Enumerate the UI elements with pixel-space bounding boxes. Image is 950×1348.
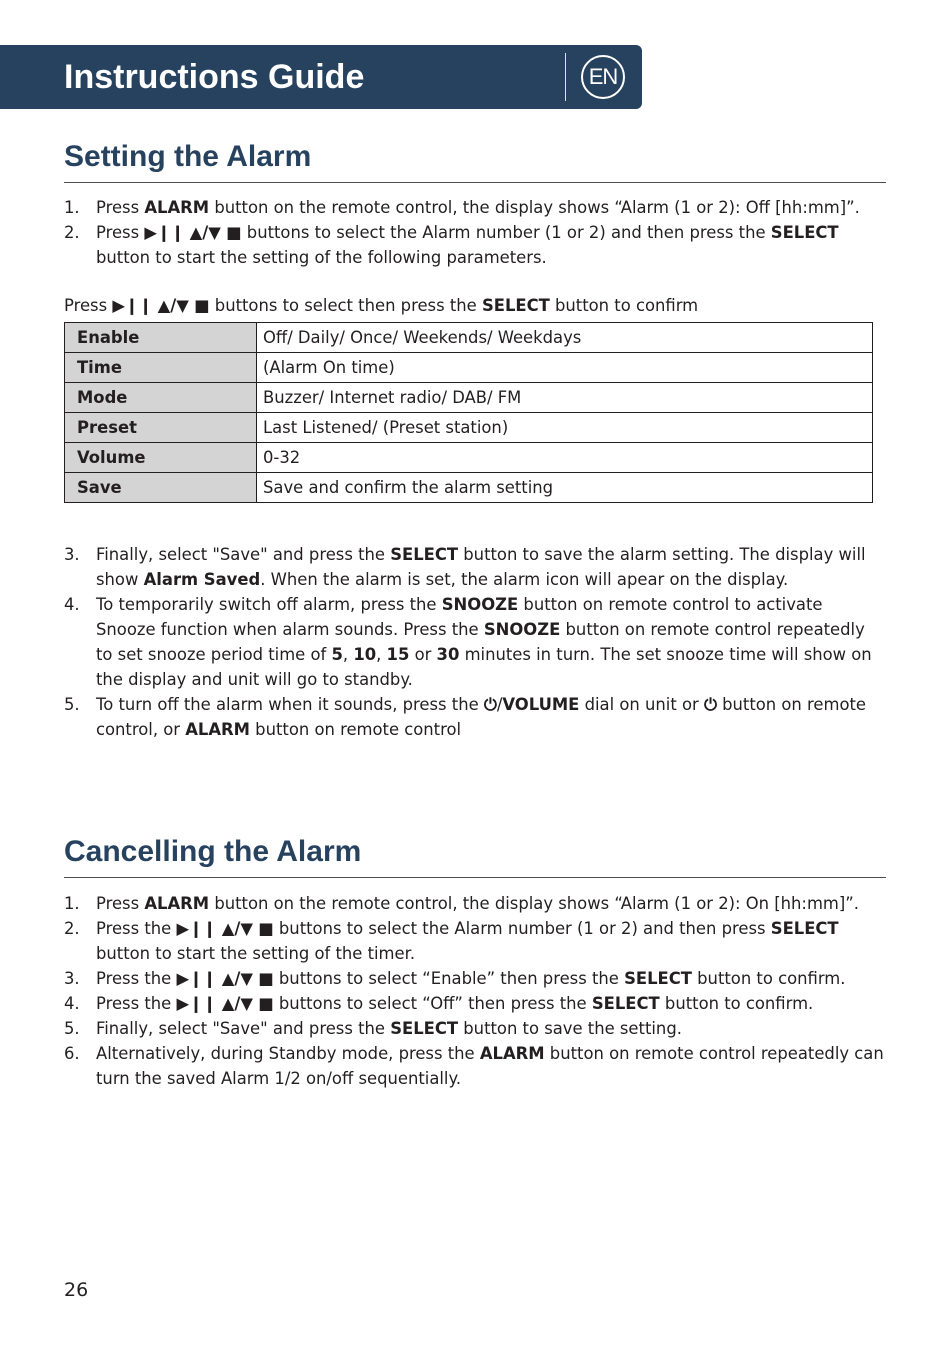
- alarm-key-label: ALARM: [479, 1044, 545, 1063]
- step-text: To turn off the alarm when it sounds, press the: [96, 695, 484, 714]
- alarm-saved-label: Alarm Saved: [143, 570, 261, 589]
- power-icon: ⏻: [483, 695, 497, 714]
- list-item: [64, 966, 886, 991]
- list-item: [64, 542, 886, 592]
- step-number: 2.: [64, 223, 80, 242]
- page-title: Instructions Guide: [64, 58, 365, 96]
- step-text: Press the: [96, 994, 177, 1013]
- parameter-name: Preset: [65, 413, 257, 443]
- table-row: [65, 383, 873, 413]
- section-heading-setting-alarm: Setting the Alarm: [64, 140, 312, 173]
- section-heading-cancelling-alarm: Cancelling the Alarm: [64, 835, 362, 868]
- step-text: buttons to select “Enable” then press the: [273, 969, 625, 988]
- step-text: Press: [96, 198, 145, 217]
- step-text: button to save the alarm setting. The display will show: [96, 545, 866, 589]
- step-text: button to confirm.: [659, 994, 814, 1013]
- play-pause-icon: ▶❙❙: [176, 994, 217, 1013]
- step-text: Press the: [96, 919, 177, 938]
- list-item: [64, 1041, 886, 1091]
- section-divider: [64, 182, 886, 183]
- step-text: button to save the setting.: [458, 1019, 682, 1038]
- section-divider: [64, 877, 886, 878]
- parameter-name: Mode: [65, 383, 257, 413]
- list-item: [64, 1016, 886, 1041]
- step-number: 4.: [64, 595, 80, 614]
- alarm-key-label: ALARM: [185, 720, 250, 739]
- setting-steps-list: [64, 195, 886, 270]
- snooze-key-label: SNOOZE: [441, 595, 519, 614]
- snooze-value: 5: [331, 645, 343, 664]
- select-key-label: SELECT: [591, 994, 660, 1013]
- volume-key-label: VOLUME: [502, 695, 580, 714]
- parameter-name: Enable: [65, 323, 257, 353]
- parameter-value: Buzzer/ Internet radio/ DAB/ FM: [257, 383, 873, 413]
- list-item: [64, 916, 886, 966]
- step-text: Press: [96, 894, 145, 913]
- header-banner: [0, 45, 642, 109]
- play-pause-icon: ▶❙❙: [112, 296, 153, 315]
- step-text: minutes in turn. The set snooze time will show on the display and unit will go to standby.: [96, 645, 872, 689]
- intro-text: Press: [64, 296, 113, 315]
- parameter-value: 0-32: [257, 443, 873, 473]
- parameter-name: Time: [65, 353, 257, 383]
- table-intro: [64, 293, 698, 318]
- snooze-value: 15: [386, 645, 410, 664]
- intro-text: button to confirm: [549, 296, 699, 315]
- parameter-value: Last Listened/ (Preset station): [257, 413, 873, 443]
- step-text: button on the remote control, the display shows “Alarm (1 or 2): On [hh:mm]”.: [209, 894, 859, 913]
- select-key-label: SELECT: [624, 969, 692, 988]
- select-key-label: SELECT: [390, 1019, 459, 1038]
- step-number: 1.: [64, 198, 80, 217]
- step-number: 5.: [64, 1019, 80, 1038]
- step-text: button on remote control repeatedly to set snooze period time of: [96, 620, 865, 664]
- step-text: /: [496, 695, 503, 714]
- step-text: button to start the setting of the timer.: [96, 944, 416, 963]
- step-number: 6.: [64, 1044, 80, 1063]
- list-item: [64, 991, 886, 1016]
- snooze-value: 30: [436, 645, 460, 664]
- step-text: button to confirm.: [691, 969, 846, 988]
- select-key-label: SELECT: [770, 223, 839, 242]
- snooze-key-label: SNOOZE: [483, 620, 561, 639]
- step-text: Press: [96, 223, 145, 242]
- list-item: [64, 220, 886, 270]
- step-text: button on remote control: [249, 720, 462, 739]
- step-number: 3.: [64, 969, 80, 988]
- up-down-icon: ▲/▼: [157, 296, 189, 315]
- stop-icon: ■: [258, 994, 274, 1013]
- alarm-key-label: ALARM: [144, 894, 210, 913]
- alarm-parameters-table: [64, 322, 873, 503]
- select-key-label: SELECT: [481, 296, 550, 315]
- intro-text: buttons to select then press the: [209, 296, 482, 315]
- step-text: button on remote control, or: [96, 695, 866, 739]
- parameter-value: Save and confirm the alarm setting: [257, 473, 873, 503]
- step-text: button to start the setting of the following parameters.: [96, 248, 547, 267]
- play-pause-icon: ▶❙❙: [176, 969, 217, 988]
- parameter-name: Save: [65, 473, 257, 503]
- step-text: Finally, select "Save" and press the: [96, 545, 391, 564]
- play-pause-icon: ▶❙❙: [144, 223, 185, 242]
- select-key-label: SELECT: [390, 545, 459, 564]
- stop-icon: ■: [258, 969, 274, 988]
- step-text: button on remote control repeatedly can turn the saved Alarm 1/2 on/off sequentially.: [96, 1044, 884, 1088]
- stop-icon: ■: [194, 296, 210, 315]
- stop-icon: ■: [226, 223, 242, 242]
- table-row: [65, 443, 873, 473]
- parameter-name: Volume: [65, 443, 257, 473]
- step-text: ,: [342, 645, 354, 664]
- list-item: [64, 692, 886, 742]
- step-number: 5.: [64, 695, 80, 714]
- step-number: 2.: [64, 919, 80, 938]
- table-row: [65, 473, 873, 503]
- step-text: ,: [376, 645, 387, 664]
- table-row: [65, 413, 873, 443]
- table-row: [65, 323, 873, 353]
- parameter-value: Off/ Daily/ Once/ Weekends/ Weekdays: [257, 323, 873, 353]
- step-number: 4.: [64, 994, 80, 1013]
- step-text: buttons to select the Alarm number (1 or 2) and then press: [273, 919, 771, 938]
- list-item: [64, 592, 886, 692]
- step-text: To temporarily switch off alarm, press the: [96, 595, 442, 614]
- setting-steps-list-continued: [64, 542, 886, 742]
- step-text: Finally, select "Save" and press the: [96, 1019, 391, 1038]
- table-row: [65, 353, 873, 383]
- step-text: buttons to select “Off” then press the: [273, 994, 592, 1013]
- banner-divider: [565, 53, 566, 101]
- up-down-icon: ▲/▼: [221, 969, 253, 988]
- step-number: 3.: [64, 545, 80, 564]
- up-down-icon: ▲/▼: [189, 223, 221, 242]
- cancelling-steps-list: [64, 891, 886, 1091]
- step-text: buttons to select the Alarm number (1 or 2) and then press the: [241, 223, 771, 242]
- step-text: Press the: [96, 969, 177, 988]
- select-key-label: SELECT: [770, 919, 839, 938]
- step-number: 1.: [64, 894, 80, 913]
- stop-icon: ■: [258, 919, 274, 938]
- list-item: [64, 195, 886, 220]
- parameter-value: (Alarm On time): [257, 353, 873, 383]
- step-text: button on remote control to activate Snooze function when alarm sounds. Press the: [96, 595, 823, 639]
- power-icon: ⏻: [703, 695, 717, 714]
- page-number: 26: [64, 1279, 89, 1301]
- language-badge: EN: [581, 55, 625, 99]
- step-text: dial on unit or: [579, 695, 704, 714]
- alarm-key-label: ALARM: [144, 198, 210, 217]
- step-text: or: [409, 645, 437, 664]
- snooze-value: 10: [353, 645, 377, 664]
- list-item: [64, 891, 886, 916]
- play-pause-icon: ▶❙❙: [176, 919, 217, 938]
- step-text: . When the alarm is set, the alarm icon will apear on the display.: [260, 570, 789, 589]
- step-text: Alternatively, during Standby mode, press the: [96, 1044, 480, 1063]
- step-text: button on the remote control, the display shows “Alarm (1 or 2): Off [hh:mm]”.: [209, 198, 860, 217]
- up-down-icon: ▲/▼: [221, 919, 253, 938]
- up-down-icon: ▲/▼: [221, 994, 253, 1013]
